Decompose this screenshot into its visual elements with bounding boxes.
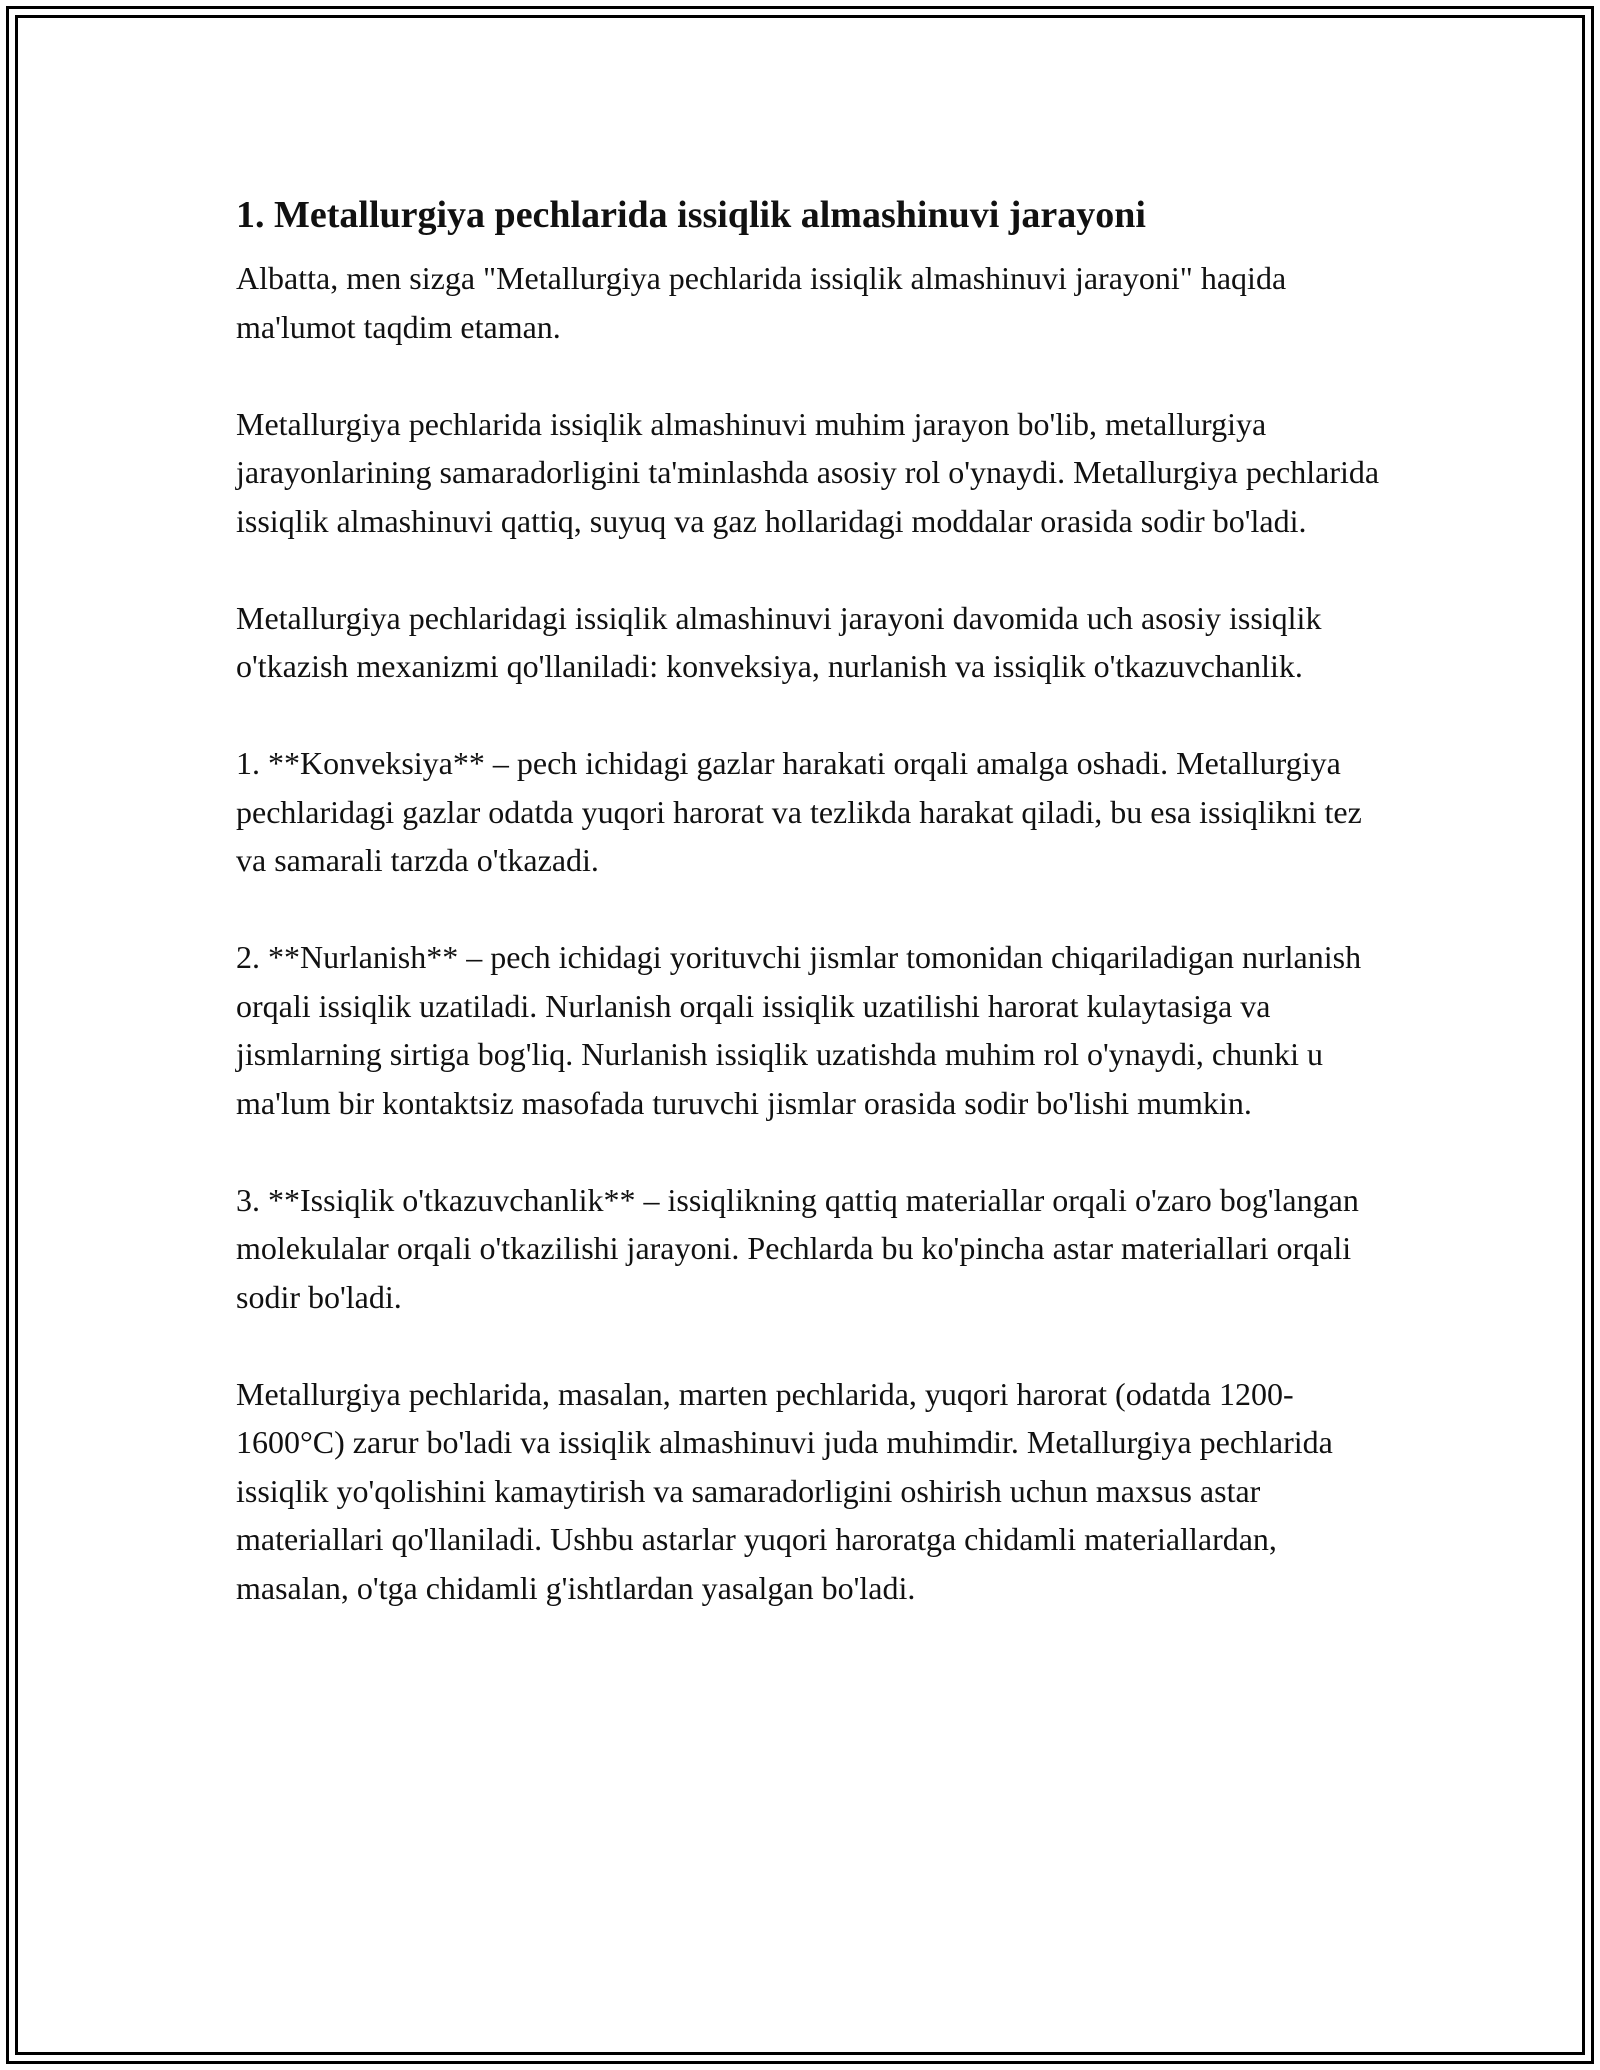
list-item-convection: 1. **Konveksiya** – pech ichidagi gazlar harakati orqali amalga oshadi. Metallurgiya pechlaridagi gazlar odatda yuqori harorat va tezlikda harakat qiladi, bu esa issiqlikni tez va samarali tarzda o'tkazadi.: [236, 745, 1362, 878]
paragraph-intro: Albatta, men sizga "Metallurgiya pechlarida issiqlik almashinuvi jarayoni" haqida ma'lumot taqdim etaman.: [236, 260, 1287, 345]
document-body: [236, 186, 1386, 1612]
list-item-conduction: 3. **Issiqlik o'tkazuvchanlik** – issiqlikning qattiq materiallar orqali o'zaro bog'langan molekulalar orqali o'tkazilishi jarayoni. Pechlarda bu ko'pincha astar materiallari orqali sodir bo'ladi.: [236, 1181, 1359, 1315]
paragraph-conclusion: Metallurgiya pechlarida, masalan, marten pechlarida, yuqori harorat (odatda 1200-1600°C) zarur bo'ladi va issiqlik almashinuvi juda muhimdir. Metallurgiya pechlarida issiqlik yo'qolishini kamaytirish va samaradorligini oshirish uchun maxsus astar materiallari qo'llaniladi. Ushbu astarlar yuqori haroratga chidamli materiallardan, masalan, o'tga chidamli g'ishtlardan yasalgan bo'ladi.: [236, 1375, 1333, 1606]
paragraph-overview: Metallurgiya pechlarida issiqlik almashinuvi muhim jarayon bo'lib, metallurgiya jarayonlarining samaradorligini ta'minlashda asosiy rol o'ynaydi. Metallurgiya pechlarida issiqlik almashinuvi qattiq, suyuq va gaz hollaridagi moddalar orasida sodir bo'ladi.: [236, 405, 1380, 539]
document-title: 1. Metallurgiya pechlarida issiqlik almashinuvi jarayoni: [236, 194, 1146, 236]
paragraph-mechanisms: Metallurgiya pechlaridagi issiqlik almashinuvi jarayoni davomida uch asosiy issiqlik o'tkazish mexanizmi qo'llaniladi: konveksiya, nurlanish va issiqlik o'tkazuvchanlik.: [236, 599, 1322, 684]
list-item-radiation: 2. **Nurlanish** – pech ichidagi yorituvchi jismlar tomonidan chiqariladigan nurlanish orqali issiqlik uzatiladi. Nurlanish orqali issiqlik uzatilishi harorat kulaytasiga va jismlarning sirtiga bog'liq. Nurlanish issiqlik uzatishda muhim rol o'ynaydi, chunki u ma'lum bir kontaktsiz masofada turuvchi jismlar orasida sodir bo'lishi mumkin.: [236, 939, 1362, 1121]
